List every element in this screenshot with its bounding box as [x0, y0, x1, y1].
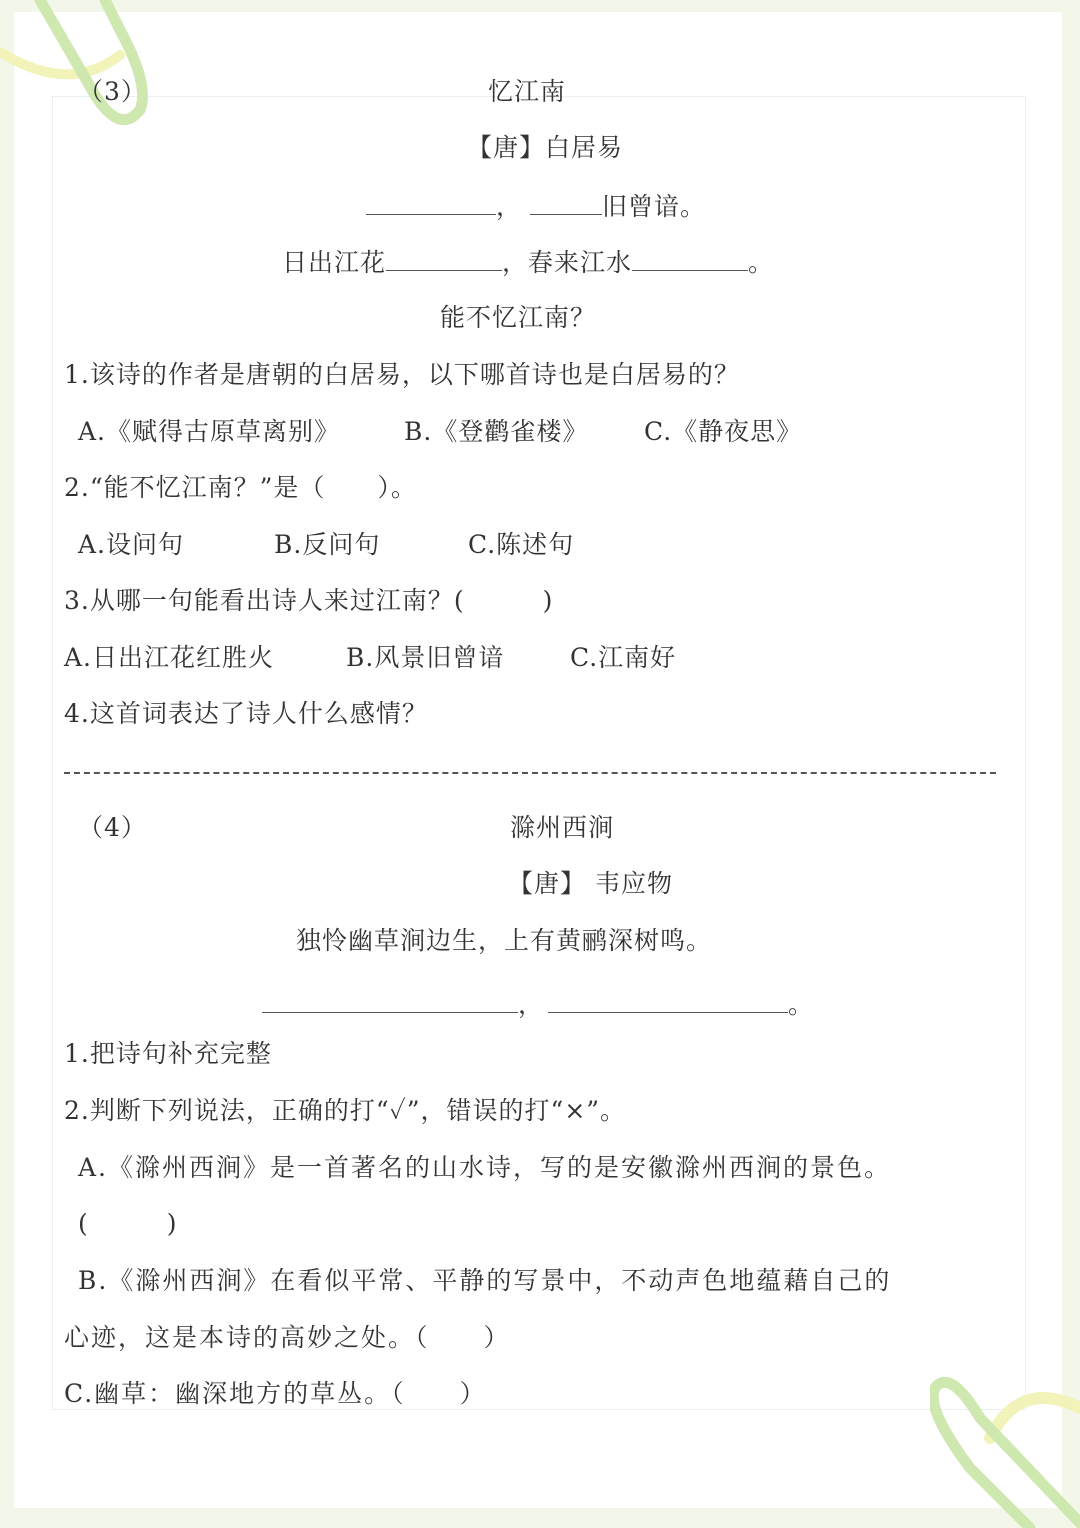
poem-text: 。 [748, 248, 775, 277]
q3-option-c[interactable]: C.江南好 [570, 643, 677, 672]
q3-option-a[interactable]: A.日出江花红胜火 [64, 643, 275, 672]
dashed-divider [64, 772, 996, 774]
poem-text: ，春来江水 [502, 248, 633, 277]
poem-text: 旧曾谙。 [602, 192, 707, 221]
section-3-poem-line-1 [366, 190, 706, 223]
section-3-title: 忆江南 [488, 77, 567, 106]
section-4-question-1: 1.把诗句补充完整 [64, 1039, 272, 1068]
section-4-question-2: 2.判断下列说法，正确的打“✓”，错误的打“×”。 [64, 1096, 627, 1125]
section-3-poem-line-3: 能不忆江南？ [440, 303, 597, 332]
statement-a: A.《滁州西涧》是一首著名的山水诗，写的是安徽滁州西涧的景色。 [78, 1153, 892, 1182]
q1-option-b[interactable]: B.《登鹳雀楼》 [404, 417, 589, 446]
answer-blank[interactable] [386, 246, 502, 271]
statement-c: C.幽草：幽深地方的草丛。（ ） [64, 1379, 487, 1408]
separator: ， [518, 990, 545, 1019]
section-4-title: 滁州西涧 [510, 813, 615, 842]
q1-option-a[interactable]: A.《赋得古原草离别》 [78, 417, 341, 446]
question-3: 3.从哪一句能看出诗人来过江南？( ) [64, 586, 554, 615]
q3-option-b[interactable]: B.风景旧曾谙 [346, 643, 505, 672]
statement-a-answer[interactable]: ( ) [78, 1209, 178, 1238]
question-1: 1.该诗的作者是唐朝的白居易，以下哪首诗也是白居易的？ [64, 360, 740, 389]
statement-b-continued: 心迹，这是本诗的高妙之处。（ ） [64, 1323, 511, 1352]
question-4: 4.这首词表达了诗人什么感情？ [64, 699, 428, 728]
section-4-author: 【唐】 韦应物 [508, 869, 673, 898]
section-3-number: （3） [78, 77, 147, 106]
q2-option-c[interactable]: C.陈述句 [468, 530, 575, 559]
answer-blank[interactable] [548, 988, 788, 1013]
statement-b: B.《滁州西涧》在看似平常、平静的写景中，不动声色地蕴藉自己的 [78, 1266, 892, 1295]
section-3-poem-line-2 [282, 246, 774, 279]
separator: ， [496, 192, 523, 221]
answer-blank[interactable] [530, 190, 602, 215]
answer-blank[interactable] [262, 988, 518, 1013]
answer-blank[interactable] [632, 246, 748, 271]
q2-option-a[interactable]: A.设问句 [78, 530, 185, 559]
question-2: 2.“能不忆江南？”是（ ）。 [64, 473, 417, 502]
section-4-number: （4） [78, 813, 147, 842]
q2-option-b[interactable]: B.反问句 [274, 530, 381, 559]
section-3-author: 【唐】白居易 [467, 133, 624, 162]
section-4-poem-line-2 [262, 988, 814, 1021]
answer-blank[interactable] [366, 190, 496, 215]
content-box [52, 96, 1026, 1410]
poem-text: 日出江花 [282, 248, 387, 277]
poem-text: 。 [788, 990, 815, 1019]
section-4-poem-line-1: 独怜幽草涧边生，上有黄鹂深树鸣。 [296, 926, 713, 955]
q1-option-c[interactable]: C.《静夜思》 [644, 417, 803, 446]
